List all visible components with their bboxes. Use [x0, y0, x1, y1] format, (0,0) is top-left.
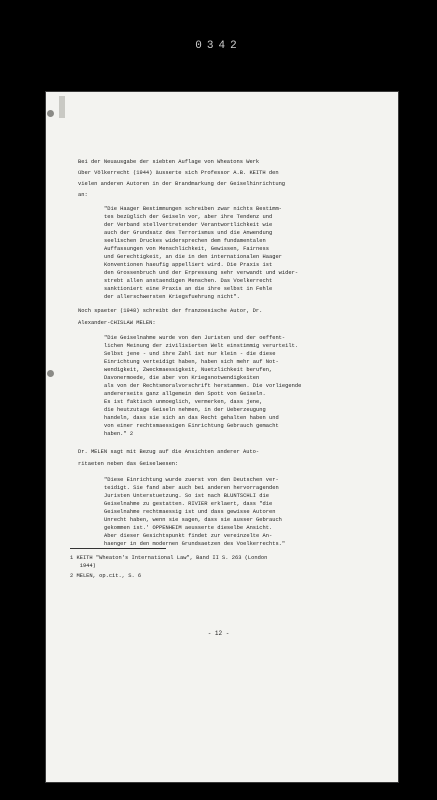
intro-line: vielen anderen Autoren in der Brandmarkung der Geiselhinrichtung [78, 181, 286, 187]
quote1-line: und Gerechtigkeit, an die in den internationalen Haager [104, 254, 282, 260]
quote1-line: auch der Grundsatz des Terrorismus und die Anwendung [104, 230, 273, 236]
intro-line: Bei der Neuausgabe der siebten Auflage von Wheatons Werk [78, 159, 260, 165]
quote2-line: handeln, dass sie sich an das Recht gehalten haben und [104, 415, 279, 421]
footnote-line: 2 MELEN, op.cit., S. 6 [70, 573, 142, 579]
quote2-line: andererseits ganz allgemein den Spott von Geiseln. [104, 391, 266, 397]
quote3-line: Unrecht haben, wenn sie sagen, dass sie ausser Gebrauch [104, 517, 282, 523]
quote2-line: die heutzutage Geiseln nehmen, in der Ueberzeugung [104, 407, 266, 413]
quote1-line: Auffassungen von Menschlichkeit, Gewissen, Fairness [104, 246, 269, 252]
quote2-line: wendigkeit, Zweckmaessigkeit, Nuetzlichkeit berufen, [104, 367, 273, 373]
quote1-line: seelischen Druckes widersprechen dem fundamentalen [104, 238, 266, 244]
quote1-line: Konventionen haeufig appelliert wird. Die Praxis ist [104, 262, 273, 268]
quote3-line: Juristen Unterstuetzung. So ist nach BLUNTSCHLI die [104, 493, 269, 499]
quote2-line: haben." 2 [104, 431, 134, 437]
quote1-line: der Verband stellvertretender Verantwortlichkeit wie [104, 222, 273, 228]
quote3-line: Geiselnahme rechtmaessig ist und dass gewisse Autoren [104, 509, 276, 515]
quote1-line: strebt allen anstaendigen Menschen. Das Voelkerrecht [104, 278, 273, 284]
intro2-line: Alexander-CHISLAW MELEN: [78, 320, 156, 326]
intro-line: über Völkerrecht (1944) äusserte sich Professor A.B. KEITH den [78, 170, 279, 176]
quote1-line: der allerschwersten Kriegsfuehrung nicht". [104, 294, 240, 300]
quote1-line: den Grossenbruch und der Erpressung sehr verwandt und wider- [104, 270, 299, 276]
frame-number: 0342 [195, 40, 242, 52]
intro3-line: Dr. MELEN sagt mit Bezug auf die Ansichten anderer Auto- [78, 449, 260, 455]
quote2-line: Einrichtung verteidigt haben, haben sich mehr auf Not- [104, 359, 279, 365]
footnote-line: 1944) [70, 563, 96, 569]
quote2-line: Es ist faktisch unmoeglich, vermerken, dass jene, [104, 399, 263, 405]
quote2-line: Selbst jene - und ihre Zahl ist nur klein - die diese [104, 351, 276, 357]
page-number: - 12 - [207, 630, 230, 637]
quote3-line: "Diese Einrichtung wurde zuerst von den Deutschen ver- [104, 477, 279, 483]
quote2-line: lichen Meinung der zivilisierten Welt einstimmig verurteilt. [104, 343, 299, 349]
quote2-line: von einer rechtsmaessigen Einrichtung Gebrauch gemacht [104, 423, 279, 429]
quote3-line: teidigt. Sie fand aber auch bei anderen hervorragenden [104, 485, 279, 491]
quote2-line: als von der Rechtsmoralvorschrift herstammen. Die vorliegende [104, 383, 302, 389]
quote2-line: "Die Geiselnahme wurde von den Juristen und der oeffent- [104, 335, 286, 341]
quote3-line: Aber dieser Gesichtspunkt findet zur vereinzelte An- [104, 533, 273, 539]
quote3-line: gekommen ist.' OPPENHEIM aeusserte dieselbe Ansicht. [104, 525, 273, 531]
quote3-line: Geiselnahme zu gestatten. RIVIER erklaert, dass "die [104, 501, 273, 507]
page-clip [59, 96, 65, 118]
quote1-line: sanktioniert eine Praxis an die ihre selbst in Fehle [104, 286, 273, 292]
quote1-line: "Die Haager Bestimmungen schreiben zwar nichts Bestimm- [104, 206, 282, 212]
footnote-line: 1 KEITH "Wheaton's International Law", Band II S. 263 (London [70, 555, 268, 561]
punch-hole [47, 110, 54, 117]
intro2-line: Noch spaeter (1948) schreibt der franzoesische Autor, Dr. [78, 308, 263, 314]
quote2-line: Davonermoede, die aber von Kriegsnotwendigkeiten [104, 375, 260, 381]
intro3-line: ritaeten neben das Geiselwesen: [78, 461, 179, 467]
quote1-line: tes bezüglich der Geiseln vor, aber ihre Tendenz und [104, 214, 273, 220]
punch-hole [47, 370, 54, 377]
intro-line: an: [78, 192, 88, 198]
footnote-rule [70, 548, 166, 549]
quote3-line: haenger in den modernen Grundsaetzen des Voelkerrechts." [104, 541, 286, 547]
